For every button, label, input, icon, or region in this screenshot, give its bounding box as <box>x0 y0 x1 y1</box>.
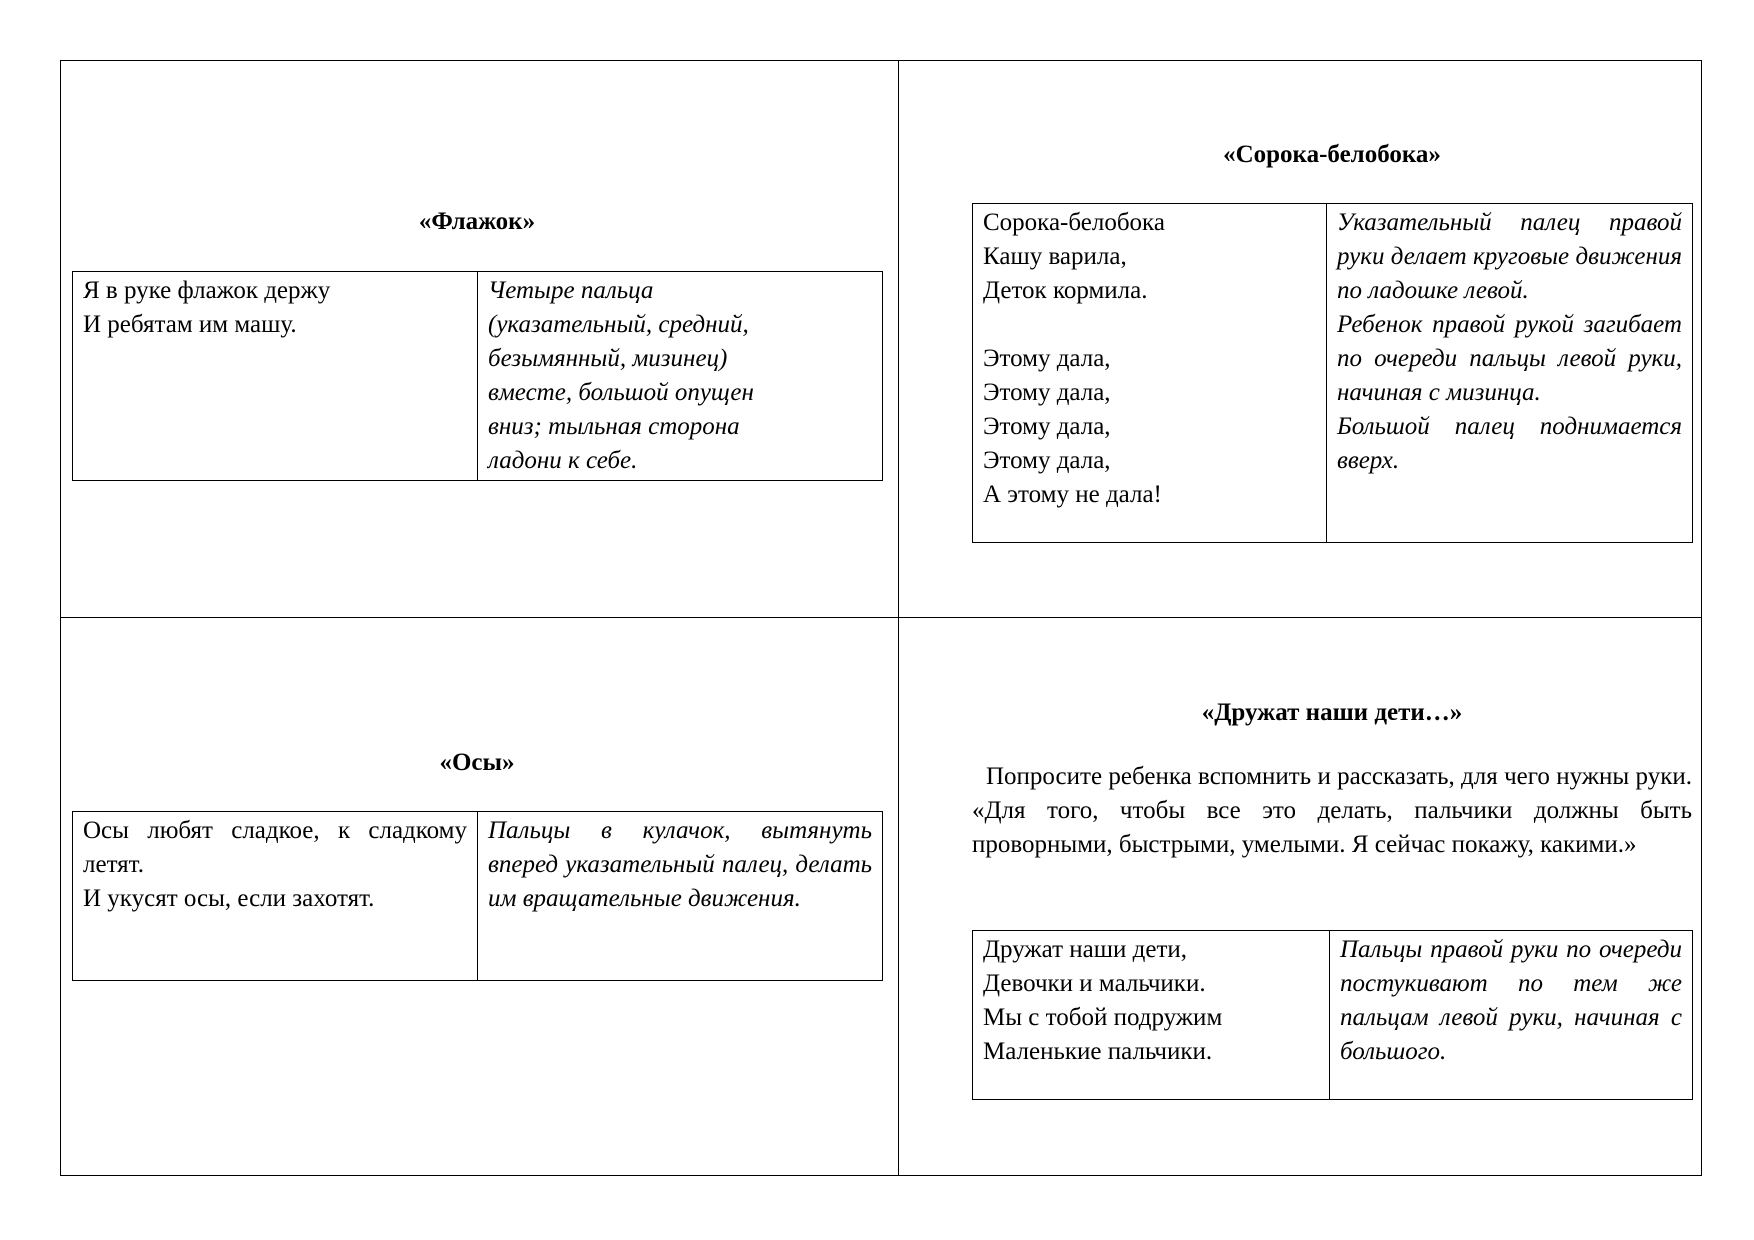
card-friends-intro: Попросите ребенка вспомнить и рассказать, для чего нужны руки. «Для того, чтобы все это делать, пальчики должны быть проворными, быстрыми, умелыми. Я сейчас покажу, какими.» <box>972 763 1692 858</box>
card-wasps-instruction <box>478 812 883 981</box>
verse-line: И ребятам им машу. <box>83 311 297 338</box>
verse-line: Дружат наши дети, <box>983 936 1188 963</box>
instruction-line: вместе, большой опущен <box>488 379 754 406</box>
card-friends-instruction <box>1330 931 1693 1100</box>
card-wasps-table <box>72 811 883 981</box>
verse-line: И укусят осы, если захотят. <box>83 885 375 912</box>
instruction-line: (указательный, средний, <box>488 311 749 338</box>
verse-line: Кашу варила, <box>983 243 1127 270</box>
vertical-divider <box>898 60 899 1176</box>
card-flag-verse <box>73 272 478 481</box>
instruction-paragraph: Пальцы правой руки по очереди постукивают по тем же пальцам левой руки, начиная с большого. <box>1340 936 1682 1065</box>
card-magpie-instruction <box>1327 204 1693 543</box>
card-magpie-title: «Сорока-белобока» <box>1223 141 1441 168</box>
instruction-paragraph: Ребенок правой рукой загибает по очереди пальцы левой руки, начиная с мизинца. <box>1337 311 1682 406</box>
instruction-paragraph: Указательный палец правой руки делает круговые движения по ладошке левой. <box>1337 209 1682 304</box>
card-flag-title: «Флажок» <box>418 208 536 235</box>
verse-line: Осы любят сладкое, к сладкому летят. <box>83 817 467 878</box>
card-flag-table <box>72 271 883 481</box>
card-wasps-verse <box>73 812 478 981</box>
verse-line: Маленькие пальчики. <box>983 1038 1213 1065</box>
card-magpie-verse <box>973 204 1327 543</box>
instruction-line: безымянный, мизинец) <box>488 345 728 372</box>
verse-line: Я в руке флажок держу <box>83 277 331 304</box>
instruction-line: Четыре пальца <box>488 277 654 304</box>
horizontal-divider <box>60 617 1702 618</box>
verse-line: Мы с тобой подружим <box>983 1004 1223 1031</box>
verse-line: Деток кормила. <box>983 277 1148 304</box>
verse-line: Девочки и мальчики. <box>983 970 1206 997</box>
verse-line: Этому дала, <box>983 447 1111 474</box>
stanza-gap <box>983 308 1316 342</box>
card-friends-table <box>972 930 1693 1100</box>
card-wasps-title: «Осы» <box>439 749 515 776</box>
verse-line: Этому дала, <box>983 413 1111 440</box>
instruction-line: вниз; тыльная сторона <box>488 413 740 440</box>
verse-line: А этому не дала! <box>983 481 1162 508</box>
instruction-line: ладони к себе. <box>488 447 638 474</box>
card-friends-title: «Дружат наши дети…» <box>1201 699 1463 726</box>
card-friends-verse <box>973 931 1330 1100</box>
instruction-paragraph: Большой палец поднимается вверх. <box>1337 413 1682 474</box>
instruction-paragraph: Пальцы в кулачок, вытянуть вперед указательный палец, делать им вращательные движения. <box>488 817 872 912</box>
verse-line: Сорока-белобока <box>983 209 1165 236</box>
verse-line: Этому дала, <box>983 379 1111 406</box>
card-magpie-table <box>972 203 1693 543</box>
verse-line: Этому дала, <box>983 345 1111 372</box>
card-flag-instruction <box>478 272 883 481</box>
